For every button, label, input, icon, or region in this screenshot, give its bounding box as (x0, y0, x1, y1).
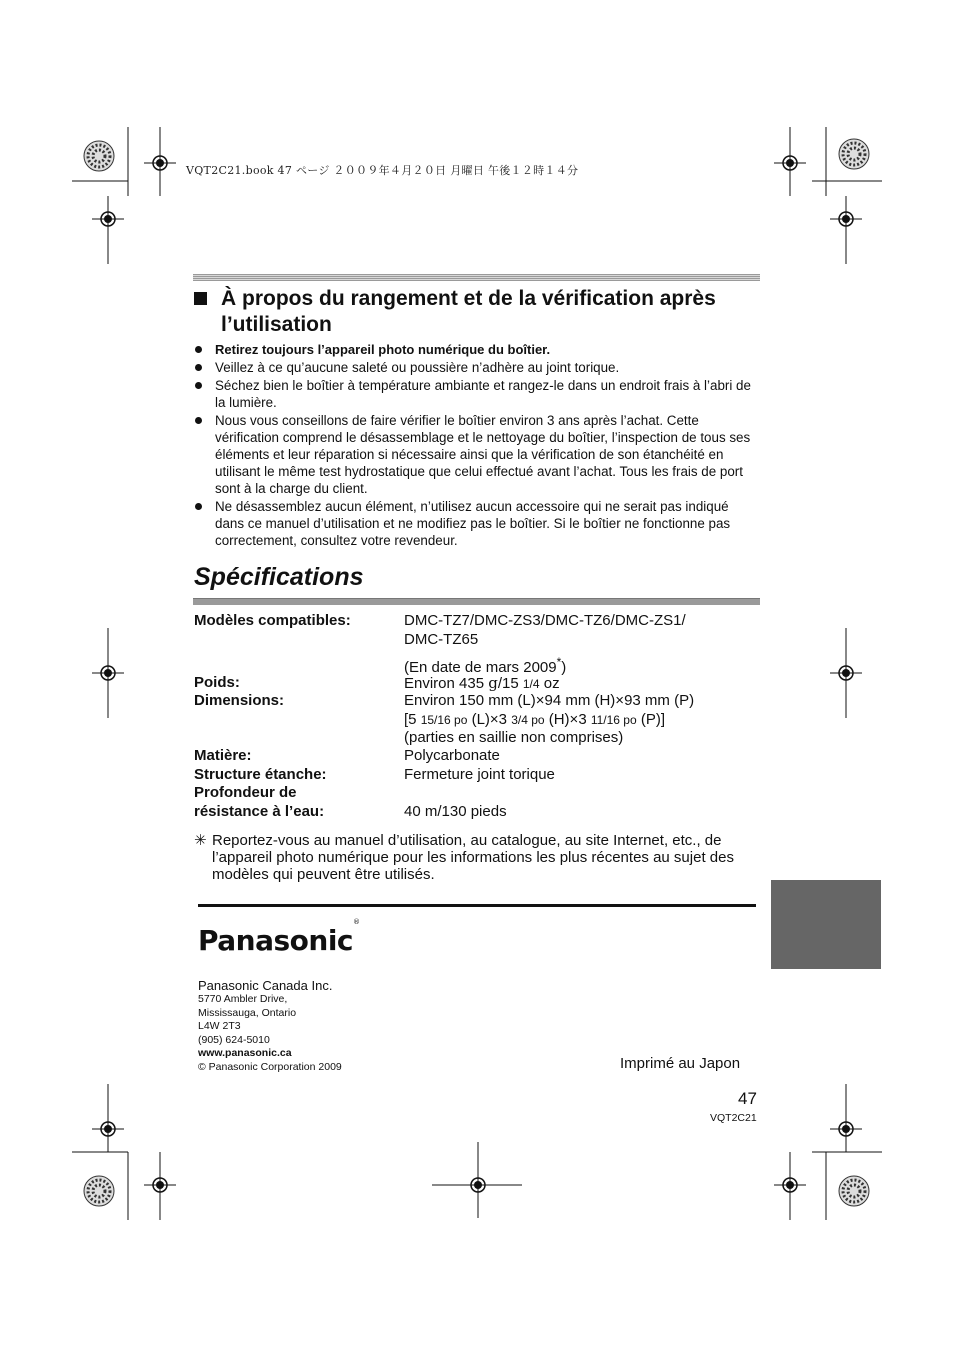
website-text: www.panasonic.ca (198, 1047, 292, 1059)
square-bullet-icon (194, 292, 207, 305)
spec-label-seal: Structure étanche: (194, 766, 327, 783)
care-bullet-list (193, 341, 755, 550)
spec-label-dimensions: Dimensions: (194, 692, 285, 709)
language-tab (771, 880, 881, 969)
panasonic-logo: Panasonic® (198, 917, 360, 957)
spec-value-dimensions-3: (parties en saillie non comprises) (404, 729, 624, 746)
address-line: L4W 2T3 (198, 1020, 241, 1032)
specs-footnote (194, 832, 764, 883)
document-code: VQT2C21 (710, 1112, 757, 1124)
list-item: Retirez toujours l’appareil photo numérique du boîtier. (193, 341, 755, 358)
specs-title: Spécifications (194, 563, 364, 591)
section-divider (193, 274, 760, 281)
spec-label-models: Modèles compatibles: (194, 612, 351, 629)
company-address (198, 993, 342, 1074)
printed-in-japan: Imprimé au Japon (620, 1055, 741, 1072)
address-line: Mississauga, Ontario (198, 1006, 297, 1019)
footnote-text: Reportez-vous au manuel d’utilisation, au catalogue, au site Internet, etc., de l’appareil photo numérique pour les informations les plus récentes au sujet des modèles qui peuvent être utilisés. (212, 832, 734, 883)
list-item: Nous vous conseillons de faire vérifier le boîtier environ 3 ans après l’achat. Cette vérification comprend le désassemblage et le nettoyage du boîtier, l’inspection de tous ses éléments et leur réparation si nécessaire ainsi que la vérification de son étanchéité en utilisant le même test hydrostatique que celui effectué avant l’achat. Tous les frais de port sont à la charge du client. (193, 412, 755, 497)
spec-value-models-3: (En date de mars 2009*) (404, 655, 567, 676)
footer-rule (198, 904, 756, 907)
address-line: 5770 Ambler Drive, (198, 993, 288, 1005)
company-name: Panasonic Canada Inc. (198, 978, 333, 993)
spec-value-dimensions-2: [5 15/16 po (L)×3 3/4 po (H)×3 11/16 po (P)] (404, 711, 665, 728)
list-item: Ne désassemblez aucun élément, n’utilisez aucun accessoire qui ne serait pas indiqué dans ce manuel d’utilisation et ne modifiez pas le boîtier. Si le boîtier ne fonctionne pas correctement, consultez votre revendeur. (193, 498, 755, 549)
spec-label-depth-1: Profondeur de (194, 784, 297, 801)
list-item: Veillez à ce qu’aucune saleté ou poussière n’adhère au joint torique. (193, 359, 755, 376)
spec-label-weight: Poids: (194, 674, 240, 691)
spec-label-depth-2: résistance à l’eau: (194, 803, 325, 820)
spec-value-seal: Fermeture joint torique (404, 766, 555, 783)
spec-value-material: Polycarbonate (404, 747, 500, 764)
address-line: (905) 624-5010 (198, 1033, 270, 1046)
asterisk-icon: ✳ (194, 832, 207, 849)
specs-divider (193, 598, 760, 605)
care-section-title (193, 286, 763, 338)
spec-value-depth: 40 m/130 pieds (404, 803, 507, 820)
print-header: VQT2C21.book 47 ページ ２００９年４月２０日 月曜日 午後１２時１４分 (186, 164, 579, 177)
spec-label-material: Matière: (194, 747, 252, 764)
care-section-title-text: À propos du rangement et de la vérification après l’utilisation (221, 287, 716, 336)
spec-value-dimensions-1: Environ 150 mm (L)×94 mm (H)×93 mm (P) (404, 692, 695, 709)
list-item: Séchez bien le boîtier à température ambiante et rangez-le dans un endroit frais à l’abri de la lumière. (193, 377, 755, 411)
page-number: 47 (738, 1089, 757, 1108)
copyright-text: © Panasonic Corporation 2009 (198, 1060, 342, 1073)
spec-value-weight: Environ 435 g/15 1/4 oz (404, 674, 560, 692)
spec-value-models-1: DMC-TZ7/DMC-ZS3/DMC-TZ6/DMC-ZS1/ (404, 612, 686, 629)
spec-value-models-2: DMC-TZ65 (404, 631, 479, 648)
